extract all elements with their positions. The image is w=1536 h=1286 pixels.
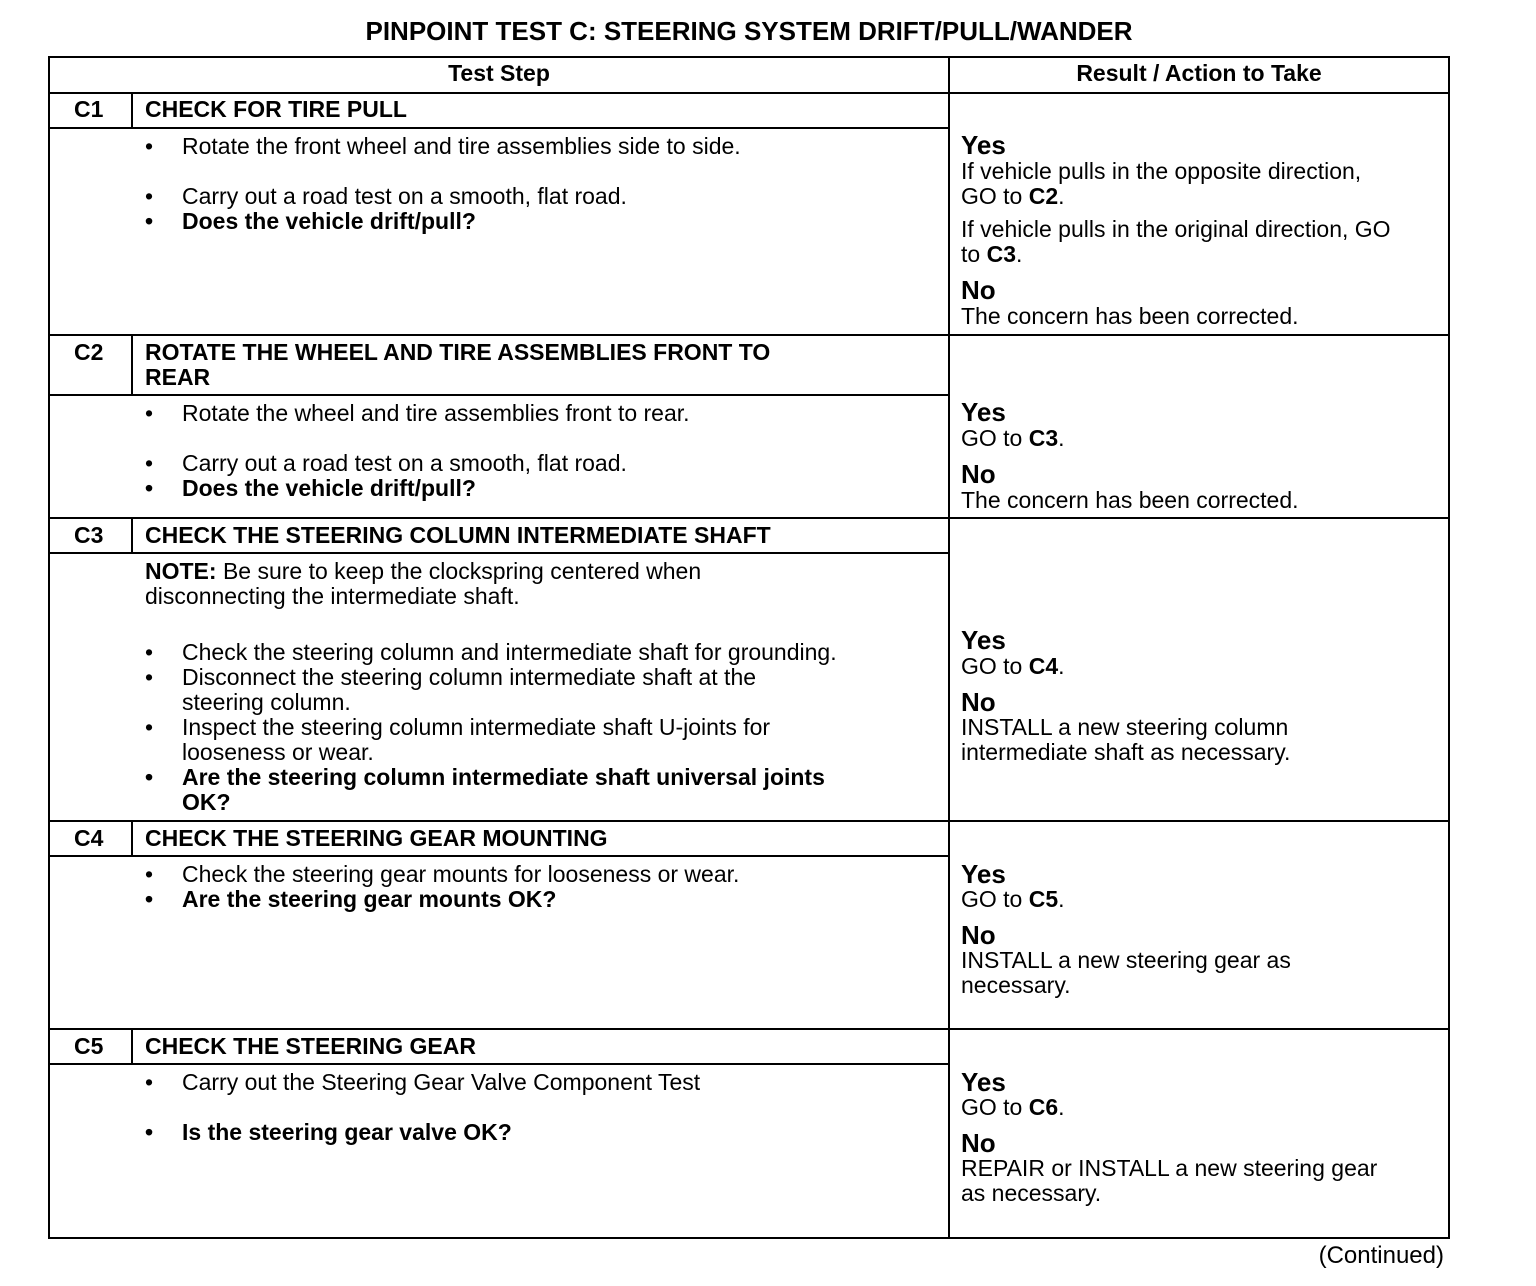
header-test-step: Test Step — [448, 60, 550, 86]
c5-yes-label: Yes — [961, 1067, 1006, 1097]
c5-bullet-2: • Is the steering gear valve OK? — [182, 1120, 512, 1145]
c2-yes-ref: C3 — [1028, 425, 1059, 451]
step-heading-c3: CHECK THE STEERING COLUMN INTERMEDIATE SHAFT — [145, 522, 771, 548]
c3-bullet-4: • Are the steering column intermediate shaft universal joints — [182, 765, 825, 790]
c3-note-label: NOTE: — [145, 558, 217, 584]
c3-no-line1: INSTALL a new steering column — [961, 714, 1289, 740]
c1-bullet-2: • Carry out a road test on a smooth, flat road. — [182, 184, 627, 209]
step-id-c5: C5 — [74, 1033, 104, 1059]
c5-yes-ref: C6 — [1028, 1094, 1059, 1120]
c1-yes-line-1b: GO to C2. — [961, 183, 1065, 209]
c1-yes-text-1a: If vehicle pulls in the opposite direction, — [961, 158, 1362, 184]
step-heading-c2-line2: REAR — [145, 364, 211, 390]
c2-heading-divider — [48, 394, 950, 396]
c3-no-label: No — [961, 687, 996, 717]
step-heading-c2-line1: ROTATE THE WHEEL AND TIRE ASSEMBLIES FRONT TO — [145, 339, 771, 365]
step-id-c1: C1 — [74, 96, 104, 122]
c2-row-divider — [48, 517, 1450, 519]
c1-yes-ref-1: C2 — [1028, 183, 1059, 209]
c5-no-line2: as necessary. — [961, 1180, 1102, 1206]
c2-bullet-1: • Rotate the wheel and tire assemblies front to rear. — [182, 401, 690, 426]
c3-no-line2: intermediate shaft as necessary. — [961, 739, 1291, 765]
c4-yes-label: Yes — [961, 859, 1006, 889]
c4-bullet-2: • Are the steering gear mounts OK? — [182, 887, 556, 912]
c1-yes-line-2b: to C3. — [961, 241, 1023, 267]
c1-yes-ref-2: C3 — [986, 241, 1016, 267]
c2-yes-line: GO to C3. — [961, 425, 1065, 451]
c5-bullet-1: • Carry out the Steering Gear Valve Component Test — [182, 1070, 700, 1095]
c4-no-line2: necessary. — [961, 972, 1071, 998]
c4-yes-line: GO to C5. — [961, 886, 1065, 912]
c4-no-label: No — [961, 920, 996, 950]
c4-bullet-1: • Check the steering gear mounts for looseness or wear. — [182, 862, 739, 887]
step-id-c3: C3 — [74, 522, 104, 548]
c2-id-divider — [131, 334, 133, 396]
c1-bullet-3: • Does the vehicle drift/pull? — [182, 209, 476, 234]
column-divider — [948, 56, 950, 1239]
c3-id-divider — [131, 517, 133, 554]
c2-bullet-2: • Carry out a road test on a smooth, flat road. — [182, 451, 627, 476]
c1-id-divider — [131, 92, 133, 129]
c2-bullet-3: • Does the vehicle drift/pull? — [182, 476, 476, 501]
c2-no-text: The concern has been corrected. — [961, 487, 1299, 513]
c4-heading-divider — [48, 855, 950, 857]
c3-yes-line: GO to C4. — [961, 653, 1065, 679]
c3-bullet-2-cont: steering column. — [182, 689, 351, 715]
c3-note-line2: disconnecting the intermediate shaft. — [145, 583, 520, 609]
continued-label: (Continued) — [1318, 1242, 1444, 1269]
step-id-c4: C4 — [74, 825, 104, 851]
c3-heading-divider — [48, 552, 950, 554]
c3-yes-ref: C4 — [1028, 653, 1059, 679]
c1-heading-divider — [48, 127, 950, 129]
c3-row-divider — [48, 820, 1450, 822]
c4-yes-ref: C5 — [1028, 886, 1059, 912]
c3-bullet-4-cont: OK? — [182, 789, 231, 815]
c3-bullet-3: • Inspect the steering column intermediate shaft U-joints for — [182, 715, 770, 740]
c5-heading-divider — [48, 1063, 950, 1065]
header-row-divider — [48, 92, 1450, 94]
c5-yes-line: GO to C6. — [961, 1094, 1065, 1120]
c1-no-text: The concern has been corrected. — [961, 303, 1299, 329]
c2-no-label: No — [961, 459, 996, 489]
header-result-action: Result / Action to Take — [1076, 60, 1322, 86]
c5-no-label: No — [961, 1128, 996, 1158]
step-id-c2: C2 — [74, 339, 104, 365]
c1-yes-text-2a: If vehicle pulls in the original direction, GO — [961, 216, 1391, 242]
c5-id-divider — [131, 1028, 133, 1065]
page-title: PINPOINT TEST C: STEERING SYSTEM DRIFT/PULL/WANDER — [365, 16, 1133, 46]
c1-row-divider — [48, 334, 1450, 336]
c3-yes-label: Yes — [961, 625, 1006, 655]
c3-bullet-3-cont: looseness or wear. — [182, 739, 374, 765]
c1-bullet-1: • Rotate the front wheel and tire assemblies side to side. — [182, 134, 741, 159]
c4-no-line1: INSTALL a new steering gear as — [961, 947, 1291, 973]
c1-yes-label: Yes — [961, 130, 1006, 160]
c1-no-label: No — [961, 275, 996, 305]
step-heading-c1: CHECK FOR TIRE PULL — [145, 96, 407, 122]
step-heading-c4: CHECK THE STEERING GEAR MOUNTING — [145, 825, 608, 851]
c5-no-line1: REPAIR or INSTALL a new steering gear — [961, 1155, 1378, 1181]
c4-row-divider — [48, 1028, 1450, 1030]
c3-note-line1: NOTE: Be sure to keep the clockspring centered when — [145, 558, 702, 584]
c4-id-divider — [131, 820, 133, 857]
c3-bullet-1: • Check the steering column and intermediate shaft for grounding. — [182, 640, 837, 665]
c2-yes-label: Yes — [961, 397, 1006, 427]
step-heading-c5: CHECK THE STEERING GEAR — [145, 1033, 476, 1059]
c3-bullet-2: • Disconnect the steering column intermediate shaft at the — [182, 665, 756, 690]
